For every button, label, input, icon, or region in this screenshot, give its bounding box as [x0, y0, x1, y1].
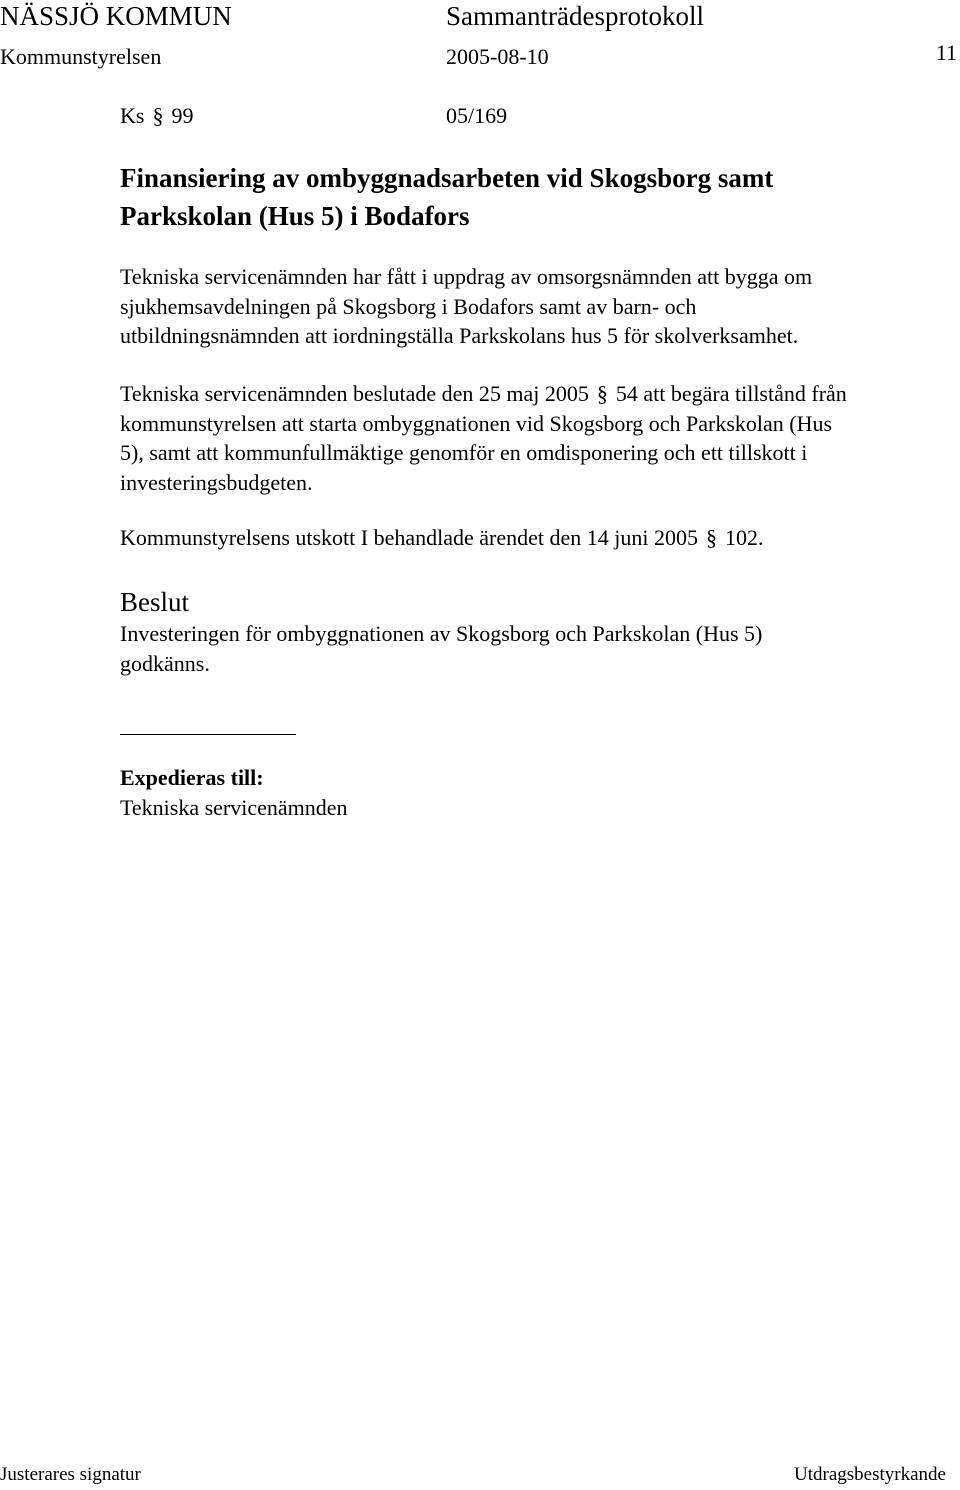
paragraph-line: 5), samt att kommunfullmäktige genomför en omdisponering och ett tillskott i: [120, 440, 808, 465]
case-title-line: Parkskolan (Hus 5) i Bodafors: [120, 201, 470, 231]
section-symbol: §: [706, 525, 717, 550]
case-title-line: Finansiering av ombyggnadsarbeten vid Skogsborg samt: [120, 163, 774, 193]
section-symbol: §: [596, 381, 608, 406]
distribution-heading: Expedieras till:: [120, 765, 264, 790]
page-number: 11: [935, 40, 957, 65]
organization-name: NÄSSJÖ KOMMUN: [0, 1, 232, 31]
paragraph-line: utbildningsnämnden att iordningställa Parkskolans hus 5 för skolverksamhet.: [120, 323, 799, 348]
divider-line: [120, 734, 296, 735]
case-prefix: Ks: [120, 103, 145, 128]
committee-name: Kommunstyrelsen: [0, 44, 162, 69]
paragraph-line: [120, 379, 950, 409]
paragraph-line: kommunstyrelsen att starta ombyggnationen vid Skogsborg och Parkskolan (Hus: [120, 410, 833, 436]
footer-signature-label: Justerares signatur: [0, 1464, 141, 1485]
meeting-date: 2005-08-10: [446, 44, 549, 69]
paragraph-line: sjukhemsavdelningen på Skogsborg i Bodafors samt av barn- och: [120, 293, 697, 319]
paragraph-line: investeringsbudgeten.: [120, 469, 313, 495]
case-reference: [120, 101, 193, 131]
case-number: 99: [171, 103, 194, 128]
decision-paragraph: [120, 619, 950, 678]
paragraph-line: godkänns.: [120, 650, 210, 676]
case-title: [120, 159, 773, 235]
diary-number: 05/169: [446, 103, 508, 128]
paragraph-line: Tekniska servicenämnden har fått i uppdrag av omsorgsnämnden att bygga om: [120, 264, 813, 289]
paragraph-text: Kommunstyrelsens utskott I behandlade ärendet den 14 juni 2005: [120, 525, 698, 550]
document-type: Sammanträdesprotokoll: [446, 1, 704, 31]
paragraph-text: Tekniska servicenämnden beslutade den 25 maj 2005: [120, 381, 589, 406]
decision-request-paragraph: [120, 379, 950, 497]
section-symbol: §: [152, 103, 164, 128]
paragraph-line: Investeringen för ombyggnationen av Skogsborg och Parkskolan (Hus 5): [120, 621, 763, 646]
committee-handling-paragraph: [120, 523, 950, 553]
footer-certification-label: Utdragsbestyrkande: [794, 1464, 946, 1485]
paragraph-line: [120, 523, 950, 553]
paragraph-text: 54 att begära tillstånd från: [615, 381, 847, 406]
paragraph-text: 102.: [725, 525, 764, 550]
distribution-recipient: Tekniska servicenämnden: [120, 795, 348, 820]
decision-heading: Beslut: [120, 587, 190, 617]
background-paragraph: [120, 262, 950, 351]
